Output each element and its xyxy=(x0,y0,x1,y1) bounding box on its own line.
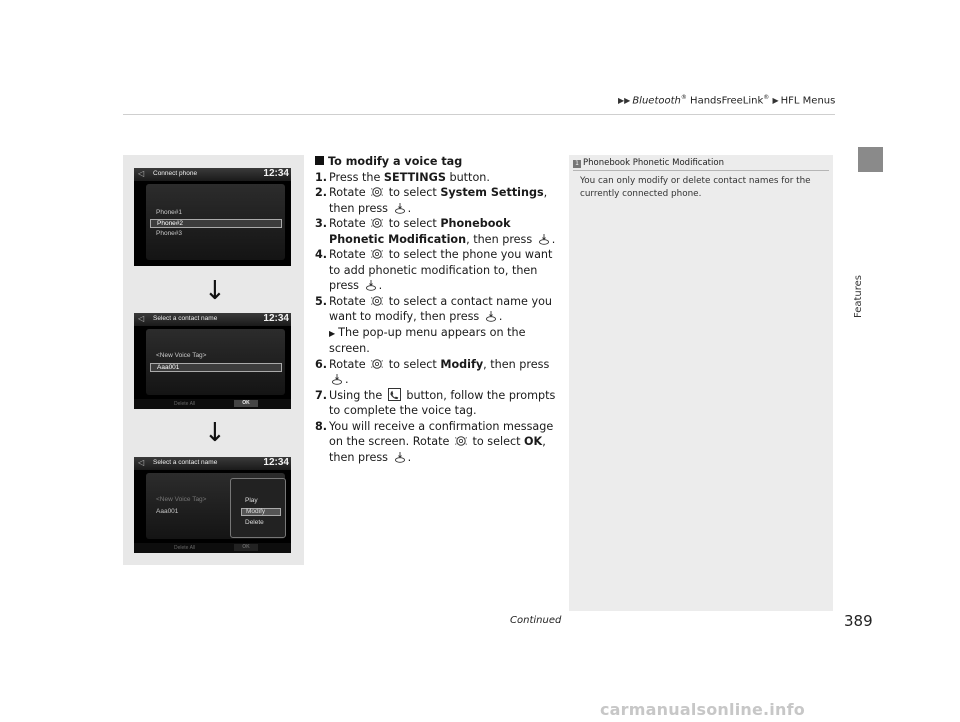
menu-item-label: System Settings xyxy=(440,186,544,199)
list-item-selected: Aaa001 xyxy=(150,363,282,372)
list-item: Phone#3 xyxy=(156,230,183,237)
popup-menu xyxy=(230,478,286,538)
step-number: 7. xyxy=(315,388,328,402)
popup-item-play: Play xyxy=(245,497,258,504)
down-arrow-icon: ↓ xyxy=(204,276,226,306)
step-text: to select xyxy=(385,186,441,199)
note-box xyxy=(569,155,833,611)
section-tab-marker xyxy=(858,147,883,172)
step-number: 3. xyxy=(315,217,328,230)
breadcrumb-bluetooth: Bluetooth xyxy=(632,95,681,107)
step-text: to select xyxy=(468,435,525,448)
step-text: You will receive a confirmation message on the screen. Rotate xyxy=(329,419,554,448)
menu-item-label: Modify xyxy=(440,357,484,371)
step-text: Rotate xyxy=(329,357,370,371)
step-number: 1. xyxy=(315,170,328,184)
note-title-text: Phonebook Phonetic Modification xyxy=(583,158,724,168)
step-text: . xyxy=(378,279,383,292)
breadcrumb-arrow-icon: ▶ xyxy=(772,96,779,106)
page-number: 389 xyxy=(844,612,873,630)
talk-button-icon xyxy=(388,388,401,401)
step-text: Using the xyxy=(329,388,386,402)
list-item: <New Voice Tag> xyxy=(156,352,207,359)
header-divider xyxy=(123,114,835,115)
screen-select-contact-popup xyxy=(134,457,291,553)
interface-dial-icon xyxy=(371,358,383,370)
back-icon: ◁ xyxy=(138,314,145,323)
breadcrumb-hfl-menus: HFL Menus xyxy=(780,95,836,107)
footer-ok: OK xyxy=(234,544,258,551)
step-1 xyxy=(315,170,565,186)
breadcrumb-arrow-icon: ▶▶ xyxy=(618,96,631,106)
step-text: Rotate xyxy=(329,248,370,261)
step-text: Rotate xyxy=(329,294,370,308)
interface-dial-icon xyxy=(371,186,383,198)
step-text: Rotate xyxy=(329,186,370,199)
press-dial-icon xyxy=(485,310,497,322)
screen-title: Select a contact name xyxy=(153,459,218,466)
note-divider xyxy=(573,170,829,171)
step-number: 6. xyxy=(315,357,328,371)
step-text: , then press xyxy=(329,186,548,215)
section-heading xyxy=(315,154,565,170)
square-bullet-icon xyxy=(315,156,324,165)
footer-delete-all: Delete All xyxy=(174,401,196,407)
breadcrumb xyxy=(618,94,835,106)
screen-footer xyxy=(134,399,291,409)
step-3 xyxy=(315,216,565,247)
step-text: to select xyxy=(385,217,441,230)
section-tab-label: Features xyxy=(853,275,864,318)
step-text: button, follow the prompts to complete the voice tag. xyxy=(329,388,556,417)
step-text: Rotate xyxy=(329,217,370,230)
step-text: button. xyxy=(445,170,490,184)
menu-item-label: Phonebook Phonetic Modification xyxy=(329,217,511,246)
step-text: to select the phone you want to add phonetic modification to, then press xyxy=(329,248,553,292)
registered-mark: ® xyxy=(763,94,770,101)
screen-clock: 12:34 xyxy=(263,313,289,324)
step-text: . xyxy=(407,450,412,464)
step-text: . xyxy=(407,201,412,215)
step-text: , then press xyxy=(466,232,536,246)
settings-button-label: SETTINGS xyxy=(383,170,446,184)
step-text: . xyxy=(498,310,503,323)
press-dial-icon xyxy=(365,279,377,291)
step-text: Press the xyxy=(329,170,384,184)
popup-item-modify: Modify xyxy=(241,508,281,516)
press-dial-icon xyxy=(394,451,406,463)
step-substep xyxy=(329,325,565,357)
interface-dial-icon xyxy=(371,217,383,229)
step-2 xyxy=(315,185,565,216)
heading-text: To modify a voice tag xyxy=(328,155,463,168)
step-6 xyxy=(315,357,565,388)
step-text: , then press xyxy=(483,357,550,371)
triangle-bullet-icon: ▶ xyxy=(329,328,336,338)
note-title xyxy=(573,158,724,168)
interface-dial-icon xyxy=(371,248,383,260)
step-7 xyxy=(315,388,565,419)
screen-title: Select a contact name xyxy=(153,315,218,322)
screen-clock: 12:34 xyxy=(263,457,289,468)
screen-clock: 12:34 xyxy=(263,168,289,179)
step-text: to select a contact name you want to modify, then press xyxy=(329,294,553,323)
down-arrow-icon: ↓ xyxy=(204,418,226,448)
step-number: 4. xyxy=(315,248,328,261)
step-number: 8. xyxy=(315,419,328,433)
instructions xyxy=(315,154,565,465)
list-item: <New Voice Tag> xyxy=(156,496,207,503)
press-dial-icon xyxy=(394,202,406,214)
interface-dial-icon xyxy=(455,435,467,447)
step-text: , then press xyxy=(329,435,546,464)
screen-footer xyxy=(134,543,291,553)
popup-item-delete: Delete xyxy=(245,519,264,526)
footer-ok: OK xyxy=(234,400,258,407)
note-body: You can only modify or delete contact names for the currently connected phone. xyxy=(580,176,811,199)
registered-mark: ® xyxy=(680,94,687,101)
substep-text: The pop-up menu appears on the screen. xyxy=(329,325,526,355)
press-dial-icon xyxy=(538,233,550,245)
watermark: carmanualsonline.info xyxy=(600,700,805,719)
step-8 xyxy=(315,419,565,466)
screen-connect-phone xyxy=(134,168,291,266)
interface-dial-icon xyxy=(371,295,383,307)
breadcrumb-handsfreelink: HandsFreeLink xyxy=(690,95,764,107)
note-marker-icon: 1 xyxy=(573,160,581,168)
step-text: . xyxy=(345,373,349,386)
continued-label: Continued xyxy=(510,615,562,626)
menu-item-label: OK xyxy=(524,435,543,448)
step-text: to select xyxy=(385,357,441,371)
step-text: . xyxy=(551,232,556,246)
step-5 xyxy=(315,294,565,357)
step-4 xyxy=(315,247,565,294)
back-icon: ◁ xyxy=(138,458,145,467)
list-item: Phone#1 xyxy=(156,209,183,216)
list-item: Aaa001 xyxy=(156,508,179,515)
screen-list-area xyxy=(146,329,285,395)
press-dial-icon xyxy=(331,373,343,385)
back-icon: ◁ xyxy=(138,169,145,178)
screen-select-contact xyxy=(134,313,291,409)
list-item-selected: Phone#2 xyxy=(150,219,282,228)
footer-delete-all: Delete All xyxy=(174,545,196,551)
step-number: 5. xyxy=(315,294,328,308)
step-number: 2. xyxy=(315,186,328,199)
screen-title: Connect phone xyxy=(153,170,198,177)
